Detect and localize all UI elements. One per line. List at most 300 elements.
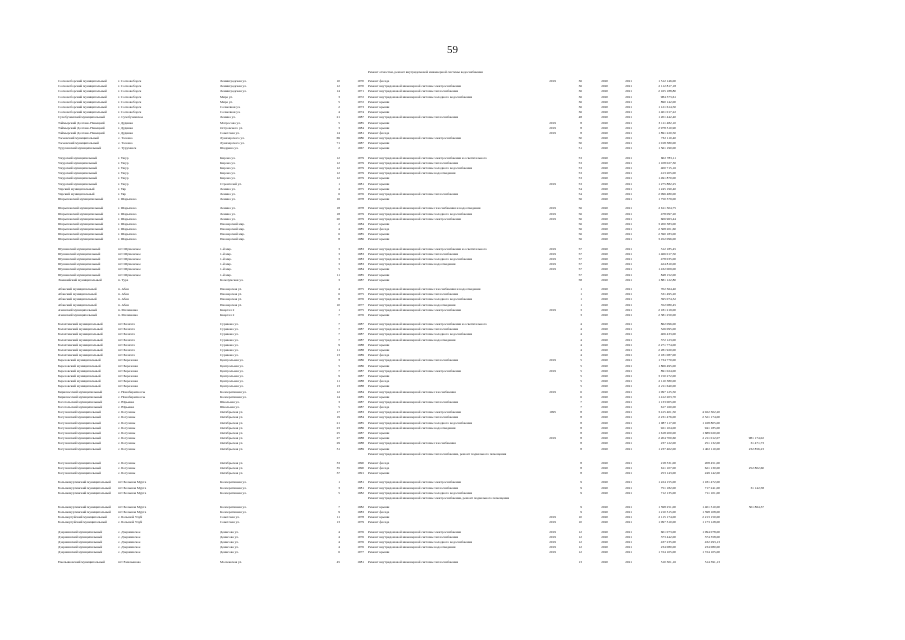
table-cell: Ремонт внутридомовой инженерной системы газоснабжения и водоотведения xyxy=(368,286,481,291)
table-cell: 1981 xyxy=(357,181,364,186)
table-cell: 53 xyxy=(578,166,582,170)
table-cell: Бирилюсский муниципальный xyxy=(58,394,103,399)
table-cell: 3 xyxy=(338,246,340,251)
table-cell: Большемуртинский муниципальный xyxy=(58,510,111,515)
table-cell: 1983 xyxy=(357,246,364,251)
table-cell: 2020 xyxy=(601,191,608,196)
table-cell: Ремонт фасада xyxy=(368,353,390,358)
table-cell: 2021 xyxy=(625,136,632,141)
table-cell: 3 xyxy=(338,277,340,282)
table-cell: 253 143,00 xyxy=(660,471,676,476)
table-cell: 751 182,00 xyxy=(660,485,676,490)
table-cell: Кооперативная ул. xyxy=(220,504,247,509)
table-cell: 5 xyxy=(338,99,340,104)
table-cell: Ремонт крыши xyxy=(368,436,390,441)
table-cell: 1974 xyxy=(357,110,364,115)
table-cell: 56 xyxy=(578,197,582,202)
table-cell: 5 xyxy=(580,358,582,363)
table-cell: 6 xyxy=(338,191,340,196)
table-cell: 7 xyxy=(338,368,340,373)
table-cell: 2 611 304,75 xyxy=(658,206,676,211)
table-cell: Ремонт внутридомовой инженерной системы холодного водоснабжения xyxy=(368,420,473,425)
table-cell: 2020 xyxy=(601,485,608,490)
table-cell: г. Шарыпово xyxy=(118,216,137,221)
table-cell: Дзержинский муниципальный xyxy=(58,540,103,544)
table-cell: Сосновоборский муниципальный xyxy=(58,89,107,94)
table-cell: 13 xyxy=(336,353,340,358)
table-cell: 2020 xyxy=(601,322,608,327)
table-cell: Березовский муниципальный xyxy=(58,379,101,384)
table-cell: 13 xyxy=(578,559,582,564)
table-cell: Ремонт крыши xyxy=(368,267,390,272)
table-cell: Березовский муниципальный xyxy=(58,384,101,389)
table-cell: Ленинградская ул. xyxy=(220,89,247,94)
table-cell: Сосновоборский муниципальный xyxy=(58,110,107,115)
table-cell: 1985 xyxy=(357,420,364,425)
table-cell: 25 xyxy=(336,431,340,435)
table-cell: Ачинский муниципальный xyxy=(58,307,98,312)
table-cell: 1987 xyxy=(357,277,364,282)
table-cell: 53 xyxy=(578,171,582,176)
table-cell: 8 xyxy=(580,436,582,441)
table-cell: 1976 xyxy=(357,545,364,550)
table-cell: 1979 xyxy=(357,155,364,160)
table-cell: 4 xyxy=(580,337,582,342)
table-cell: Кооперативная ул. xyxy=(220,394,247,399)
table-cell: 478 097,20 xyxy=(660,211,676,216)
table-cell: г. Сосновоборск xyxy=(118,94,142,99)
table-cell: 2019 xyxy=(549,211,556,216)
table-cell: 1 398 108,00 xyxy=(702,510,720,515)
table-cell: 1978 xyxy=(357,197,364,202)
table-cell: Ремонт внутридомовой инженерной системы теплоснабжения, ремонт подвального помещения xyxy=(368,451,507,456)
table-cell: 1 xyxy=(580,292,582,297)
table-cell: 2020 xyxy=(601,155,608,160)
table-cell: 1-й мкр. xyxy=(220,267,232,272)
table-cell: Ремонт крыши xyxy=(368,99,390,104)
table-cell: Большемуртинский муниципальный xyxy=(58,480,111,485)
table-cell: 36 xyxy=(578,99,582,104)
table-cell: 1 xyxy=(338,181,340,186)
table-cell: Шарыповский муниципальный xyxy=(58,237,104,242)
table-cell: 2020 xyxy=(601,504,608,509)
table-cell: Дзержинский муниципальный xyxy=(58,545,103,550)
table-cell: 1 xyxy=(580,286,582,291)
table-cell: 2020 xyxy=(601,297,608,302)
table-cell: 1 097 310,00 xyxy=(658,520,676,525)
table-cell: 56 xyxy=(578,216,582,221)
table-cell: 2021 xyxy=(625,540,632,544)
table-cell: пгт Балахта xyxy=(118,322,135,327)
table-cell: Кирова ул. xyxy=(220,160,236,165)
table-cell: 2021 xyxy=(625,84,632,89)
table-cell: п. Малиновка xyxy=(118,312,138,317)
table-cell: Шарыповский муниципальный xyxy=(58,216,104,221)
table-cell: Мира ул. xyxy=(220,99,233,104)
table-cell: Ремонт внутридомовой инженерной системы электроснабжения, ремонт подвального помещения xyxy=(368,495,510,500)
table-cell: Ремонт внутридомовой инженерной системы водоотведения xyxy=(368,337,456,342)
table-cell: 4 022 302,20 xyxy=(702,410,720,415)
table-cell: 9 xyxy=(338,373,340,378)
table-cell: 5 xyxy=(338,405,340,410)
table-cell: Денисова ул. xyxy=(220,540,239,544)
table-cell: 18 xyxy=(336,211,340,216)
table-cell: Большемуртинский муниципальный xyxy=(58,504,111,509)
table-cell: пгт Шушенское xyxy=(118,251,141,256)
table-cell: Центральная ул. xyxy=(220,379,244,384)
table-cell: 57 xyxy=(578,251,582,256)
table-cell: 2020 xyxy=(601,436,608,441)
table-cell: 2019 xyxy=(549,79,556,83)
table-cell: Октябрьская ул. xyxy=(220,425,244,430)
table-cell: 2021 xyxy=(625,297,632,302)
table-cell: 35 xyxy=(336,465,340,470)
table-cell: 1 168 805,00 xyxy=(702,420,720,425)
table-cell: 7 xyxy=(338,322,340,327)
table-cell: с. Богучаны xyxy=(118,431,136,435)
table-cell: 1986 xyxy=(357,237,364,242)
table-cell: с. Богучаны xyxy=(118,446,136,451)
table-cell: 1 734 770,00 xyxy=(658,358,676,363)
table-cell: 717 241,00 xyxy=(704,485,720,490)
table-cell: 1 275 882,25 xyxy=(658,181,676,186)
table-cell: Таймырский Долгано-Ненецкий xyxy=(58,120,105,125)
table-cell: Шарыповский муниципальный xyxy=(58,197,104,202)
table-cell: 1 087 117,00 xyxy=(658,420,676,425)
table-cell: Ремонт крыши xyxy=(368,110,390,115)
table-cell: 2020 xyxy=(601,480,608,485)
table-cell: Шушенский муниципальный xyxy=(58,272,101,277)
table-cell: Октябрьская ул. xyxy=(220,460,244,465)
table-cell: 1 245 190,40 xyxy=(658,186,676,191)
table-cell: Ремонт крыши xyxy=(368,471,390,476)
table-cell: Солнечная ул. xyxy=(220,110,241,115)
table-cell: 31 xyxy=(336,446,340,451)
table-cell: Шарыповский муниципальный xyxy=(58,221,104,226)
table-cell: 2019 xyxy=(549,262,556,267)
table-cell: 1 173 128,00 xyxy=(702,520,720,525)
table-cell: 2020 xyxy=(601,307,608,312)
table-cell: 1979 xyxy=(357,520,364,525)
table-cell: 1973 xyxy=(357,104,364,109)
table-cell: 12 xyxy=(336,166,340,170)
table-cell: Ремонт крыши xyxy=(368,431,390,435)
table-cell: Боготольский муниципальный xyxy=(58,399,103,404)
table-cell: Ремонт внутридомовой инженерной системы холодного водоснабжения xyxy=(368,490,473,495)
table-cell: 1 094 078,00 xyxy=(702,529,720,534)
table-cell: 2020 xyxy=(601,389,608,394)
table-cell: 1987 xyxy=(357,399,364,404)
table-cell: Ремонт отмостки, ремонт внутридомовой инженерной системы водоснабжения xyxy=(368,70,483,74)
table-cell: 2020 xyxy=(601,171,608,176)
table-cell: 2021 xyxy=(625,227,632,232)
table-cell: 606 963,44 xyxy=(660,216,676,221)
table-cell: Ремонт крыши xyxy=(368,237,390,242)
table-cell: 395 074,32 xyxy=(660,297,676,302)
table-cell: 2019 xyxy=(549,529,556,534)
table-cell: с. Дзержинское xyxy=(118,550,141,555)
table-cell: 3 111 482,10 xyxy=(658,120,676,125)
table-cell: 2020 xyxy=(601,559,608,564)
table-cell: 36 xyxy=(578,94,582,99)
table-cell: Октябрьская ул. xyxy=(220,410,244,415)
table-cell: 1 724 105,00 xyxy=(702,550,720,555)
table-cell: п. Абан xyxy=(118,302,129,307)
table-cell: 27 xyxy=(336,436,340,441)
table-cell: Ремонт крыши xyxy=(368,312,390,317)
table-cell: 312 185,45 xyxy=(660,246,676,251)
table-cell: 611 107,00 xyxy=(660,465,676,470)
table-cell: 50 xyxy=(578,141,582,146)
table-cell: 7 xyxy=(580,405,582,410)
table-row xyxy=(58,496,848,505)
table-cell: 2019 xyxy=(549,216,556,221)
table-cell: 2021 xyxy=(625,337,632,342)
table-cell: 4 xyxy=(580,327,582,332)
table-cell: Уярский муниципальный xyxy=(58,191,95,196)
table-cell: 5 xyxy=(580,363,582,368)
table-cell: 2020 xyxy=(601,221,608,226)
table-cell: 2 110 380,00 xyxy=(658,379,676,384)
table-cell: 31 142,58 xyxy=(750,485,764,490)
table-cell: пгт Балахта xyxy=(118,337,135,342)
table-cell: Шушенский муниципальный xyxy=(58,257,101,261)
table-cell: 4 xyxy=(338,534,340,539)
table-cell: г. Шарыпово xyxy=(118,211,137,216)
table-cell: 1984 xyxy=(357,221,364,226)
table-cell: 1 201 442,40 xyxy=(658,115,676,120)
table-cell: Сосновоборский муниципальный xyxy=(58,79,107,83)
table-cell: 5 xyxy=(580,368,582,373)
table-cell: Островского ул. xyxy=(220,125,244,130)
table-cell: Ремонт крыши xyxy=(368,363,390,368)
table-cell: Ремонт крыши xyxy=(368,146,390,151)
table-cell: 941 185,00 xyxy=(704,425,720,430)
table-cell: Ремонт внутридомовой инженерной системы теплоснабжения xyxy=(368,251,459,256)
table-cell: 1970 xyxy=(357,84,364,89)
table-cell: Уярский муниципальный xyxy=(58,186,95,191)
table-cell: 4 xyxy=(338,227,340,232)
table-cell: Ремонт внутридомовой инженерной системы газоснабжения и водоотведения xyxy=(368,206,481,211)
table-cell: 1985 xyxy=(357,120,364,125)
table-cell: 8 xyxy=(580,471,582,476)
table-cell: пгт Балахта xyxy=(118,342,135,347)
table-cell: Московская ул. xyxy=(220,559,243,564)
table-cell: 2 390 183,00 xyxy=(658,232,676,237)
table-cell: 2021 xyxy=(625,286,632,291)
table-cell: Ленина ул. xyxy=(220,186,236,191)
table-cell: 2021 xyxy=(625,89,632,94)
table-cell: г. Сосновоборск xyxy=(118,104,142,109)
table-cell: 8 xyxy=(580,441,582,446)
table-cell: Таймырский Долгано-Ненецкий xyxy=(58,125,105,130)
table-cell: 2021 xyxy=(625,373,632,378)
table-cell: Ремонт крыши xyxy=(368,550,390,555)
table-cell: 16 xyxy=(336,197,340,202)
table-cell: г. Сосновоборск xyxy=(118,99,142,104)
table-cell: Богучанский муниципальный xyxy=(58,441,101,446)
table-cell: 2021 xyxy=(625,292,632,297)
table-cell: Балахтинский муниципальный xyxy=(58,342,103,347)
table-cell: Богучанский муниципальный xyxy=(58,436,101,441)
table-cell: 2020 xyxy=(601,141,608,146)
table-cell: Ленина ул. xyxy=(220,115,236,120)
table-cell: 36 xyxy=(578,79,582,83)
table-cell: 1-й мкр. xyxy=(220,262,232,267)
table-cell: 57 xyxy=(578,267,582,272)
table-cell: 2 xyxy=(338,146,340,151)
table-cell: Ленина ул. xyxy=(220,206,236,211)
table-cell: 3 xyxy=(338,399,340,404)
table-cell: 251 132,00 xyxy=(704,441,720,446)
table-cell: 2021 xyxy=(625,94,632,99)
table-cell: 13 xyxy=(336,520,340,525)
table-cell: Центральная ул. xyxy=(220,384,244,389)
table-cell: 1 866 495,00 xyxy=(658,363,676,368)
table-cell: Балахтинский муниципальный xyxy=(58,327,103,332)
table-cell: 11 xyxy=(336,379,340,384)
table-cell: 2020 xyxy=(601,515,608,520)
table-cell: Ремонт внутридомовой инженерной системы электроснабжения xyxy=(368,410,461,415)
table-cell: 1 598 251,00 xyxy=(658,504,676,509)
table-cell: Дзержинский муниципальный xyxy=(58,550,103,555)
table-cell: 12 xyxy=(336,389,340,394)
table-cell: 2021 xyxy=(625,490,632,495)
table-cell: 2021 xyxy=(625,410,632,415)
table-cell: Ужурский муниципальный xyxy=(58,181,98,186)
table-cell: 2019 xyxy=(549,181,556,186)
table-cell: 1987 xyxy=(357,332,364,337)
table-cell: Ремонт внутридомовой инженерной системы электроснабжения xyxy=(368,216,461,221)
table-cell: 1979 xyxy=(357,176,364,181)
table-cell: Пионерский мкр. xyxy=(220,227,245,232)
table-cell: 2020 xyxy=(601,327,608,332)
table-cell: Богучанский муниципальный xyxy=(58,410,101,415)
table-cell: 12 xyxy=(336,84,340,89)
table-row xyxy=(58,70,848,79)
table-cell: пгт Большая Мурта xyxy=(118,490,147,495)
table-cell: 2021 xyxy=(625,312,632,317)
table-cell: 1 xyxy=(338,307,340,312)
table-cell: с. Новобирилюссы xyxy=(118,389,146,394)
table-cell: Ремонт внутридомовой инженерной системы теплоснабжения xyxy=(368,534,459,539)
table-cell: Ремонт крыши xyxy=(368,446,390,451)
table-cell: 50 xyxy=(578,136,582,141)
table-cell: Шарыповский муниципальный xyxy=(58,206,104,211)
table-cell: Кирова ул. xyxy=(220,166,236,170)
table-cell: 3 xyxy=(338,262,340,267)
table-cell: 2021 xyxy=(625,262,632,267)
table-cell: 2021 xyxy=(625,99,632,104)
table-cell: 7 xyxy=(338,327,340,332)
table-cell: 1985 xyxy=(357,394,364,399)
table-cell: Ремонт внутридомовой инженерной системы электроснабжения и осветительного xyxy=(368,246,487,251)
table-cell: 4 xyxy=(338,545,340,550)
table-cell: 2020 xyxy=(601,399,608,404)
table-cell: г. Шарыпово xyxy=(118,237,137,242)
table-cell: г. Ужур xyxy=(118,160,129,165)
table-cell: Ленина ул. xyxy=(220,211,236,216)
table-cell: Центральная ул. xyxy=(220,368,244,373)
table-cell: 1982 xyxy=(357,504,364,509)
table-cell: 2021 xyxy=(625,327,632,332)
table-cell: Ленина ул. xyxy=(220,191,236,196)
table-cell: Ремонт внутридомовой инженерной системы холодного водоснабжения xyxy=(368,211,473,216)
table-cell: с. Богучаны xyxy=(118,420,136,425)
table-cell: Сосновоборский муниципальный xyxy=(58,84,107,89)
table-cell: 2019 xyxy=(549,257,556,261)
table-cell: 352 080,45 xyxy=(660,302,676,307)
table-cell: 7 xyxy=(338,332,340,337)
table-cell: 1 401 310,00 xyxy=(702,504,720,509)
table-cell: пгт Березовка xyxy=(118,384,138,389)
table-cell: 5 xyxy=(580,379,582,384)
table-cell: Большеулуйский муниципальный xyxy=(58,515,107,520)
table-cell: Ленинградская ул. xyxy=(220,84,247,89)
table-cell: 8 xyxy=(580,465,582,470)
table-cell: 1 181 472,00 xyxy=(702,480,720,485)
table-cell: 601 073,00 xyxy=(660,529,676,534)
table-cell: 2020 xyxy=(601,286,608,291)
table-cell: с. Тасеево xyxy=(118,141,133,146)
table-cell: 2021 xyxy=(625,307,632,312)
table-cell: 2020 xyxy=(601,292,608,297)
table-cell: Ремонт крыши xyxy=(368,515,390,520)
table-cell: Ремонт крыши xyxy=(368,104,390,109)
table-cell: пгт Большая Мурта xyxy=(118,510,147,515)
table-cell: 1975 xyxy=(357,186,364,191)
table-cell: 11 xyxy=(336,515,340,520)
table-cell: 732 110,40 xyxy=(660,136,676,141)
table-cell: 2021 xyxy=(625,257,632,261)
table-cell: 2 368 201,60 xyxy=(658,227,676,232)
table-cell: г. Уяр xyxy=(118,191,126,196)
table-cell: Ремонт крыши xyxy=(368,141,390,146)
table-cell: 2 271 774,00 xyxy=(658,342,676,347)
table-cell: 2021 xyxy=(625,232,632,237)
table-cell: 2 231 476,00 xyxy=(658,415,676,420)
table-cell: Балахтинский муниципальный xyxy=(58,348,103,352)
table-cell: 514 391,13 xyxy=(704,559,720,564)
table-cell: 3 200 383,00 xyxy=(658,221,676,226)
table-cell: Ремонт внутридомовой инженерной системы холодного водоснабжения xyxy=(368,332,473,337)
table-cell: 1991 xyxy=(357,471,364,476)
table-cell: 2021 xyxy=(625,155,632,160)
table-cell: Шушенский муниципальный xyxy=(58,262,101,267)
table-cell: 2020 xyxy=(601,379,608,384)
table-cell: 2 211 640,00 xyxy=(658,384,676,389)
table-cell: 1 491 870,00 xyxy=(658,176,676,181)
table-cell: 1981 xyxy=(357,480,364,485)
table-cell: Богучанский муниципальный xyxy=(58,471,101,476)
table-cell: 2020 xyxy=(601,534,608,539)
table-cell: с. Большой Улуй xyxy=(118,520,143,525)
table-cell: 2020 xyxy=(601,358,608,363)
table-cell: Сосновоборский муниципальный xyxy=(58,104,107,109)
table-cell: 2020 xyxy=(601,490,608,495)
table-cell: Ремонт крыши xyxy=(368,277,390,282)
table-cell: 1 561 190,00 xyxy=(658,146,676,151)
table-cell: 1 xyxy=(580,297,582,302)
table-cell: 1-й мкр. xyxy=(220,246,232,251)
table-cell: 2020 xyxy=(601,363,608,368)
table-cell: 2021 xyxy=(625,237,632,242)
table-cell: с. Туруханск xyxy=(118,146,137,151)
table-cell: 48 xyxy=(578,115,582,120)
table-cell: 8 xyxy=(580,410,582,415)
table-cell: Абанский муниципальный xyxy=(58,292,97,297)
table-cell: 1984 xyxy=(357,415,364,420)
